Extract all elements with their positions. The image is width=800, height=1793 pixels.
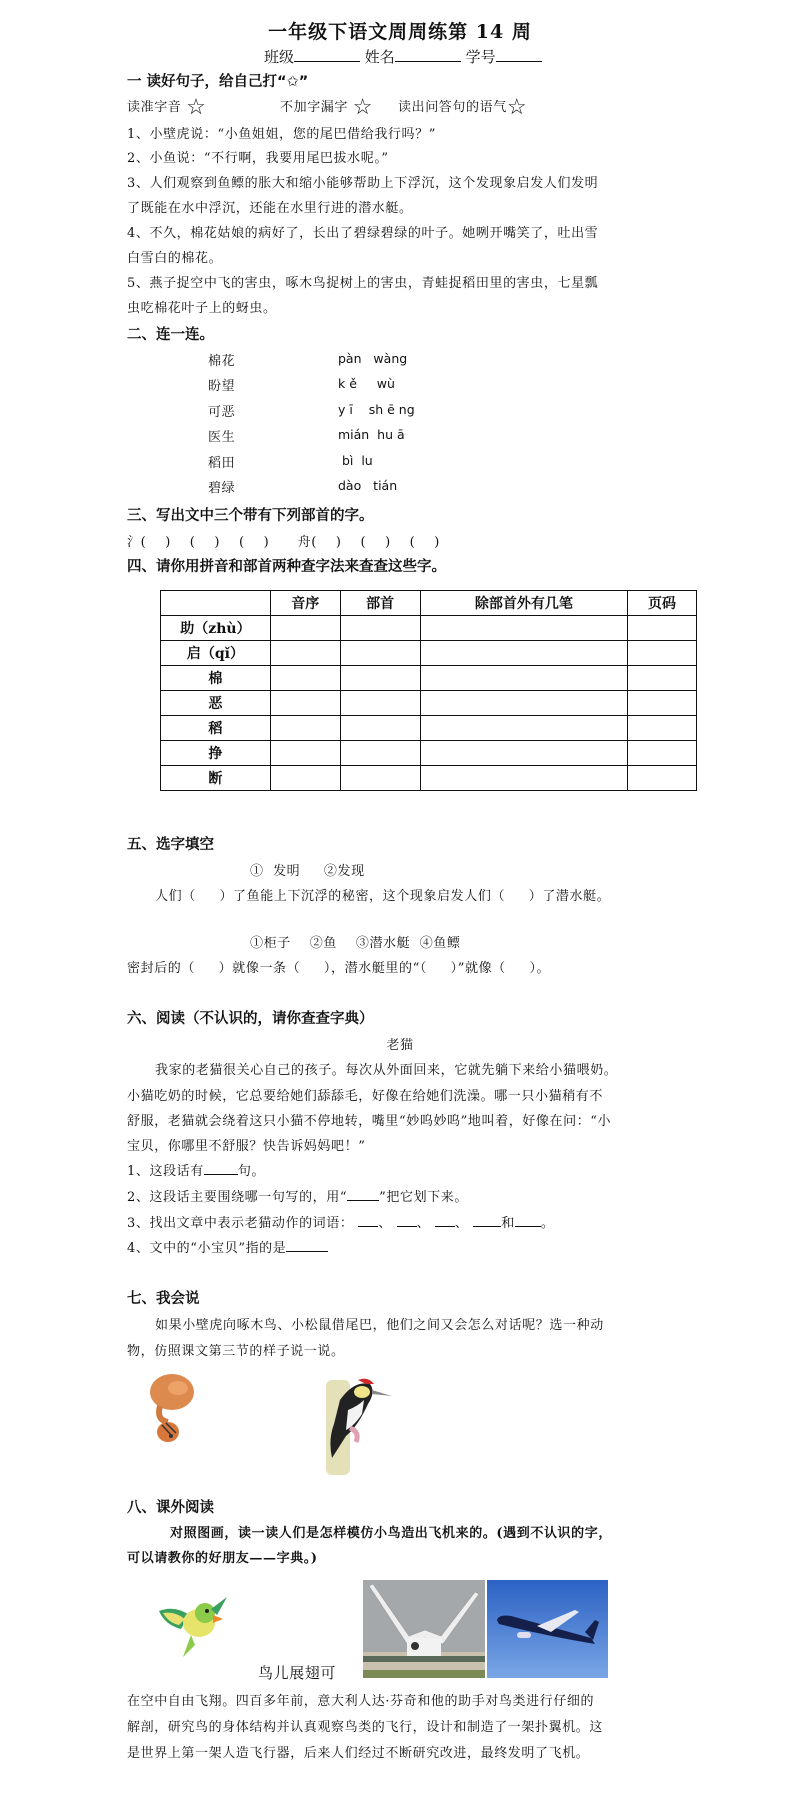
cell[interactable] [628,616,697,641]
name-field[interactable] [395,47,461,62]
section-5-heading: 五、选字填空 [127,837,214,853]
pinyin-item[interactable]: bì lu [338,453,373,468]
cell[interactable] [340,616,420,641]
answer-blank[interactable] [397,1214,417,1227]
cell[interactable] [420,641,628,666]
pinyin-item[interactable]: k ě wù [338,376,395,391]
cell[interactable] [270,741,340,766]
woodpecker-image [310,1370,400,1480]
row-char: 稻 [161,716,271,741]
fill-sentence-1[interactable]: 人们（ ）了鱼能上下沉浮的秘密，这个现象启发人们（ ）了潜水艇。 [155,889,611,904]
table-row [161,766,697,791]
sentence-line: 5、燕子捉空中飞的害虫，啄木鸟捉树上的害虫，青蛙捉稻田里的害虫，七星瓢 [127,276,599,291]
separator: 、 [378,1216,392,1231]
section-2-heading: 二、连一连。 [127,327,214,343]
row-char: 断 [161,766,271,791]
cell[interactable] [340,691,420,716]
prompt-line: 物，仿照课文第三节的样子说一说。 [127,1344,345,1359]
row-char: 启（qǐ） [161,641,271,666]
section-6-heading: 六、阅读（不认识的，请你查查字典） [127,1011,374,1027]
options-2: ①柜子 ②鱼 ③潜水艇 ④鱼鳔 [250,936,461,951]
cell[interactable] [420,741,628,766]
separator: 、 [454,1216,469,1231]
question-2 [127,1186,468,1205]
class-label: 班级 [264,48,295,66]
table-header-row [161,591,697,616]
page-title: 一年级下语文周周练第 14 周 [268,21,532,43]
caption: 鸟儿展翅可 [258,1664,337,1682]
word-item[interactable]: 可恶 [208,405,236,420]
row-char: 助（zhù） [161,616,271,641]
bird-image [155,1595,235,1665]
answer-blank[interactable] [435,1214,455,1227]
word-item[interactable]: 医生 [208,430,236,445]
cell[interactable] [340,766,420,791]
cell[interactable] [270,691,340,716]
cell[interactable] [270,641,340,666]
fill-sentence-2[interactable]: 密封后的（ ）就像一条（ ），潜水艇里的“（ ）”就像（ ）。 [127,961,551,976]
number-label: 学号 [465,48,496,66]
word-item[interactable]: 棉花 [208,354,236,369]
answer-blank[interactable] [515,1214,541,1227]
cell[interactable] [340,716,420,741]
passage-line: 在空中自由飞翔。四百多年前，意大利人达·芬奇和他的助手对鸟类进行仔细的 [127,1694,595,1709]
intro-line: 对照图画，读一读人们是怎样模仿小鸟造出飞机来的。(遇到不认识的字， [170,1526,612,1541]
sentence-line: 1、小壁虎说：“小鱼姐姐，您的尾巴借给我行吗？” [127,127,436,142]
star-icon[interactable]: ☆ [186,95,207,120]
cell[interactable] [628,691,697,716]
column-header: 除部首外有几笔 [420,591,628,616]
criterion-3 [398,95,528,120]
cell[interactable] [420,766,628,791]
cell[interactable] [628,641,697,666]
passage-title: 老猫 [386,1038,414,1053]
question-text: 1、这段话有 [127,1164,204,1179]
passage-line: 是世界上第一架人造飞行器，后来人们经过不断研究改进，最终发明了飞机。 [127,1746,590,1761]
table-row [161,691,697,716]
criterion-2 [280,95,374,120]
cell[interactable] [270,766,340,791]
cell[interactable] [420,616,628,641]
cell[interactable] [628,716,697,741]
answer-blank[interactable] [204,1162,238,1175]
passage-line: 舒服，老猫就会绕着这只小猫不停地转，嘴里“妙呜妙呜”地叫着，好像在问：“小 [127,1114,612,1129]
student-info [264,46,542,67]
word-item[interactable]: 盼望 [208,379,236,394]
row-char: 棉 [161,666,271,691]
intro-line: 可以请教你的好朋友——字典。) [127,1551,318,1566]
sentence-line: 了既能在水中浮沉，还能在水里行进的潜水艇。 [127,201,413,216]
question-text: 2、这段话主要围绕哪一句写的，用“ [127,1190,348,1205]
pinyin-item[interactable]: mián hu ā [338,427,405,442]
row-char: 恶 [161,691,271,716]
sentence-line: 白雪白的棉花。 [127,251,223,266]
section-7-heading: 七、我会说 [127,1291,200,1307]
cell[interactable] [270,716,340,741]
options-1: ① 发明 ②发现 [250,864,365,879]
airplane-photo [487,1580,608,1678]
word-item[interactable]: 碧绿 [208,481,236,496]
table-row [161,641,697,666]
question-text: 句。 [237,1164,266,1179]
cell[interactable] [628,741,697,766]
prompt-line: 如果小壁虎向啄木鸟、小松鼠借尾巴，他们之间又会怎么对话呢？选一种动 [155,1318,604,1333]
table-row [161,741,697,766]
criterion-label: 读出问答句的语气 [398,100,507,115]
passage-line: 解剖，研究鸟的身体结构并认真观察鸟类的飞行，设计和制造了一架扑翼机。这 [127,1720,604,1735]
sentence-line: 4、不久，棉花姑娘的病好了，长出了碧绿碧绿的叶子。她咧开嘴笑了，吐出雪 [127,226,599,241]
sentence-line: 3、人们观察到鱼鳔的胀大和缩小能够帮助上下浮沉，这个发现象启发人们发明 [127,176,599,191]
sentence-line: 虫吃棉花叶子上的蚜虫。 [127,301,277,316]
cell[interactable] [340,641,420,666]
question-text: 3、找出文章中表示老猫动作的词语： [127,1216,354,1231]
answer-blank[interactable] [473,1214,501,1227]
star-icon[interactable]: ☆ [506,95,528,120]
cell[interactable] [420,691,628,716]
passage-line: 宝贝，你哪里不舒服？快告诉妈妈吧！” [127,1139,366,1154]
question-3 [127,1212,554,1231]
pinyin-item[interactable]: pàn wàng [338,351,408,366]
number-field[interactable] [496,47,542,62]
passage-line: 我家的老猫很关心自己的孩子。每次从外面回来，它就先躺下来给小猫喂奶。 [155,1063,618,1078]
section-1-heading: 一 读好句子，给自己打“✩” [127,74,309,90]
table-row [161,666,697,691]
cell[interactable] [420,716,628,741]
answer-blank[interactable] [347,1188,379,1201]
table-row [161,616,697,641]
and-text: 和 [501,1216,515,1231]
cell[interactable] [270,666,340,691]
table-row [161,716,697,741]
pinyin-item[interactable]: y ī sh ē ng [338,402,415,417]
passage-line: 小猫吃奶的时候，它总要给她们舔舔毛，好像在给她们洗澡。哪一只小猫稍有不 [127,1089,604,1104]
criterion-label: 不加字漏字 [280,100,349,115]
star-icon[interactable]: ☆ [352,95,374,120]
cell[interactable] [340,666,420,691]
question-text: 4、文中的“小宝贝”指的是 [127,1241,287,1256]
question-text: ”把它划下来。 [379,1190,468,1205]
separator: 、 [416,1216,431,1231]
cell[interactable] [628,666,697,691]
column-header: 音序 [270,591,340,616]
section-4-heading: 四、请你用拼音和部首两种查字法来查查这些字。 [127,559,446,575]
cell[interactable] [340,741,420,766]
criterion-label: 读准字音 [127,100,182,115]
criterion-1 [127,95,207,120]
row-char: 挣 [161,741,271,766]
column-header [161,591,271,616]
period: 。 [540,1216,555,1231]
section-3-heading: 三、写出文中三个带有下列部首的字。 [127,508,374,524]
word-item[interactable]: 稻田 [208,456,236,471]
question-1 [127,1160,265,1179]
squirrel-image [138,1370,198,1450]
sentence-line: 2、小鱼说：“不行啊，我要用尾巴拔水呢。” [127,151,389,166]
pinyin-item[interactable]: dào tián [338,478,398,493]
cell[interactable] [420,666,628,691]
radical-blanks[interactable]: 氵( ) ( ) ( ) 舟( ) ( ) ( ) [127,535,440,550]
answer-blank[interactable] [358,1214,378,1227]
answer-blank[interactable] [286,1239,328,1252]
ornithopter-photo [363,1580,485,1678]
class-field[interactable] [294,47,360,62]
column-header: 部首 [340,591,420,616]
dictionary-table [160,590,697,791]
question-4 [127,1237,328,1256]
cell[interactable] [270,616,340,641]
column-header: 页码 [628,591,697,616]
section-8-heading: 八、课外阅读 [127,1500,214,1516]
cell[interactable] [628,766,697,791]
name-label: 姓名 [364,48,395,66]
